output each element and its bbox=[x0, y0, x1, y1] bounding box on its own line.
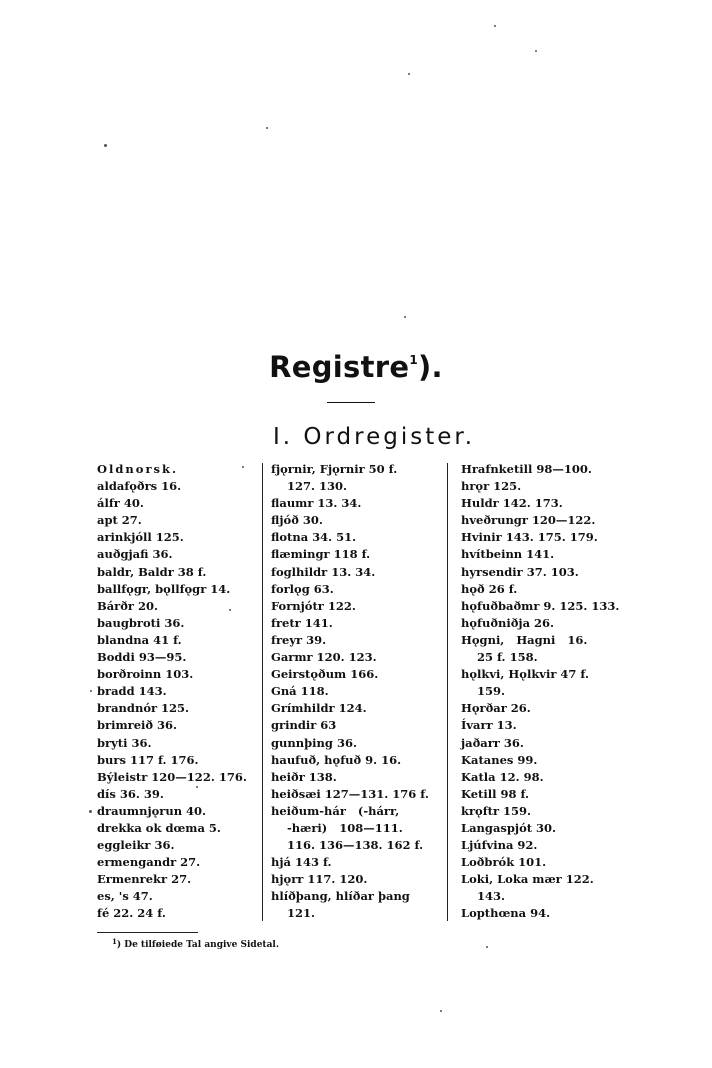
scan-speck bbox=[440, 1010, 442, 1012]
index-entry: Geirstǫðum 166. bbox=[271, 667, 379, 682]
index-column-3 bbox=[461, 461, 636, 923]
index-entry: hveðrungr 120—122. bbox=[461, 513, 596, 528]
index-entry: Hǫrðar 26. bbox=[461, 701, 531, 716]
column-divider-2 bbox=[447, 463, 448, 921]
footnote bbox=[112, 937, 279, 950]
index-entry: burs 117 f. 176. bbox=[97, 752, 199, 767]
scan-speck bbox=[266, 127, 268, 129]
index-entry: foglhildr 13. 34. bbox=[271, 564, 376, 579]
index-entry: Hǫgni, Hagni 16. bbox=[461, 632, 588, 647]
index-entry: brimreið 36. bbox=[97, 718, 178, 733]
index-entry: Ermenrekr 27. bbox=[97, 872, 192, 887]
footnote-text: ) De tilføiede Tal angive Sidetal. bbox=[116, 940, 279, 950]
index-entry: apt 27. bbox=[97, 513, 142, 528]
index-entry: hjǫrr 117. 120. bbox=[271, 872, 368, 887]
index-entry: draumnjǫrun 40. bbox=[97, 803, 207, 818]
index-column-1 bbox=[97, 461, 262, 923]
index-entry: Hrafnketill 98—100. bbox=[461, 462, 592, 476]
index-entry: fé 22. 24 f. bbox=[97, 906, 166, 921]
index-entry: baldr, Baldr 38 f. bbox=[97, 564, 207, 579]
index-entry: es, 's 47. bbox=[97, 889, 153, 904]
index-entry: -hæri) 108—111. bbox=[271, 820, 403, 835]
scan-speck bbox=[229, 609, 231, 611]
index-entry: krǫftr 159. bbox=[461, 803, 532, 818]
index-entry: borðroinn 103. bbox=[97, 667, 194, 682]
index-entry: ballfǫgr, bǫllfǫgr 14. bbox=[97, 581, 231, 596]
index-entry: Langaspjót 30. bbox=[461, 820, 557, 835]
index-entry: grindir 63 bbox=[271, 718, 337, 733]
index-entry: bryti 36. bbox=[97, 735, 152, 750]
title-rule bbox=[327, 402, 375, 403]
section-heading: I. Ordregister. bbox=[272, 424, 476, 450]
column-heading: Oldnorsk. bbox=[97, 462, 178, 476]
scan-speck bbox=[90, 690, 92, 692]
footnote-marker: 1 bbox=[112, 937, 117, 946]
index-entry: fljóð 30. bbox=[271, 513, 323, 528]
scan-speck bbox=[89, 810, 92, 813]
index-entry: dís 36. 39. bbox=[97, 786, 164, 801]
index-entry: Boddi 93—95. bbox=[97, 650, 187, 665]
index-entry: hvítbeinn 141. bbox=[461, 547, 555, 562]
index-entry: Katla 12. 98. bbox=[461, 769, 544, 784]
index-entry: forlǫg 63. bbox=[271, 581, 334, 596]
index-column-2 bbox=[271, 461, 436, 923]
scan-speck bbox=[408, 73, 410, 75]
index-entry: Katanes 99. bbox=[461, 752, 538, 767]
page-title bbox=[0, 350, 712, 384]
index-entry: freyr 39. bbox=[271, 632, 327, 647]
index-entry: heiðr 138. bbox=[271, 769, 337, 784]
index-entry: Loki, Loka mær 122. bbox=[461, 872, 594, 887]
index-entry: baugbroti 36. bbox=[97, 615, 185, 630]
index-entry: Huldr 142. 173. bbox=[461, 496, 563, 511]
index-entry: hǫfuðniðja 26. bbox=[461, 615, 555, 630]
index-entry: fjǫrnir, Fjǫrnir 50 f. bbox=[271, 462, 398, 476]
index-entry: blandna 41 f. bbox=[97, 632, 182, 647]
footnote-rule bbox=[97, 932, 198, 933]
index-entry: fretr 141. bbox=[271, 615, 333, 630]
index-entry: álfr 40. bbox=[97, 496, 144, 511]
index-entry: ermengandr 27. bbox=[97, 855, 201, 870]
title-footnote-marker: 1 bbox=[409, 353, 418, 367]
index-entry: hǫð 26 f. bbox=[461, 581, 518, 596]
title-paren: ). bbox=[417, 350, 443, 384]
index-entry: Hvinir 143. 175. 179. bbox=[461, 530, 598, 545]
scan-speck bbox=[196, 786, 198, 788]
index-entry: flæmingr 118 f. bbox=[271, 547, 371, 562]
index-entry: hjá 143 f. bbox=[271, 855, 332, 870]
index-entry: gunnþing 36. bbox=[271, 735, 357, 750]
index-entry: arinkjóll 125. bbox=[97, 530, 184, 545]
index-entry: hǫfuðbaðmr 9. 125. 133. bbox=[461, 598, 620, 613]
scan-speck bbox=[104, 144, 107, 147]
scan-speck bbox=[242, 466, 244, 468]
index-entry: heiðum-hár (-hárr, bbox=[271, 803, 400, 818]
index-entry: 25 f. 158. bbox=[461, 650, 538, 665]
index-entry: 143. bbox=[461, 889, 506, 904]
title-text: Registre bbox=[269, 350, 410, 384]
scan-speck bbox=[494, 25, 496, 27]
index-entry: 121. bbox=[271, 906, 316, 921]
index-entry: Ívarr 13. bbox=[461, 718, 517, 733]
index-entry: Bárðr 20. bbox=[97, 598, 158, 613]
scan-speck bbox=[535, 50, 537, 52]
index-entry: hrǫr 125. bbox=[461, 479, 522, 494]
index-entry: Garmr 120. 123. bbox=[271, 650, 377, 665]
scan-speck bbox=[404, 316, 406, 318]
index-entry: bradd 143. bbox=[97, 684, 167, 699]
index-entry: Lopthœna 94. bbox=[461, 906, 551, 921]
index-entry: flotna 34. 51. bbox=[271, 530, 357, 545]
index-entry: brandnór 125. bbox=[97, 701, 190, 716]
index-entry: haufuð, hǫfuð 9. 16. bbox=[271, 752, 402, 767]
index-entry: Býleistr 120—122. 176. bbox=[97, 769, 247, 784]
index-entry: hyrsendir 37. 103. bbox=[461, 564, 579, 579]
index-entry: 159. bbox=[461, 684, 506, 699]
index-entry: 116. 136—138. 162 f. bbox=[271, 838, 424, 853]
index-entry: drekka ok dœma 5. bbox=[97, 820, 221, 835]
index-entry: Loðbrók 101. bbox=[461, 855, 547, 870]
index-entry: aldafǫðrs 16. bbox=[97, 479, 182, 494]
index-entry: hǫlkvi, Hǫlkvir 47 f. bbox=[461, 667, 589, 682]
index-entry: flaumr 13. 34. bbox=[271, 496, 362, 511]
index-entry: Grímhildr 124. bbox=[271, 701, 367, 716]
scan-speck bbox=[486, 946, 488, 948]
index-entry: heiðsæi 127—131. 176 f. bbox=[271, 786, 429, 801]
index-entry: jaðarr 36. bbox=[461, 735, 524, 750]
index-entry: auðgjafi 36. bbox=[97, 547, 173, 562]
index-entry: 127. 130. bbox=[271, 479, 348, 494]
index-entry: eggleikr 36. bbox=[97, 838, 175, 853]
index-entry: Ketill 98 f. bbox=[461, 786, 530, 801]
index-entry: hlíðþang, hlíðar þang bbox=[271, 889, 410, 904]
index-entry: Fornjótr 122. bbox=[271, 598, 356, 613]
index-entry: Gná 118. bbox=[271, 684, 329, 699]
column-divider-1 bbox=[262, 463, 263, 921]
index-entry: Ljúfvina 92. bbox=[461, 838, 538, 853]
